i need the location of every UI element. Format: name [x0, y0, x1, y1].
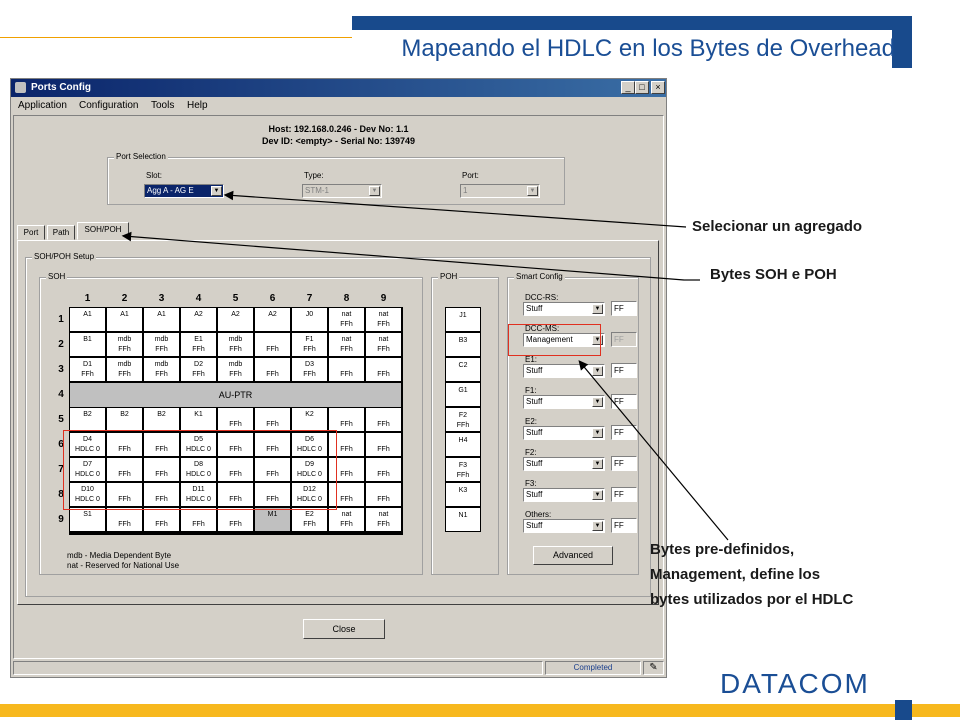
- soh-cell[interactable]: FFh: [329, 458, 365, 482]
- smart-config-hex-field[interactable]: FF: [611, 518, 637, 533]
- annotation-predefined-3: bytes utilizados por el HDLC: [650, 591, 854, 608]
- status-text: Completed: [545, 661, 641, 675]
- soh-cell[interactable]: FFh: [255, 433, 291, 457]
- slot-label: Slot:: [146, 171, 163, 180]
- soh-cell[interactable]: nat FFh: [366, 508, 402, 532]
- tab-soh-poh[interactable]: SOH/POH: [77, 222, 129, 240]
- smart-config-hex-field[interactable]: FF: [611, 332, 637, 347]
- soh-cell[interactable]: E2 FFh: [292, 508, 328, 532]
- soh-row-header: 4: [58, 389, 64, 400]
- poh-cell[interactable]: G1: [445, 382, 481, 407]
- tab-path[interactable]: Path: [47, 225, 75, 240]
- smart-config-select[interactable]: Stuff ▼: [523, 302, 605, 316]
- poh-cell[interactable]: H4: [445, 432, 481, 457]
- slide-title: Mapeando el HDLC en los Bytes de Overhead: [401, 35, 895, 62]
- soh-cell[interactable]: D4 HDLC 0: [70, 433, 106, 457]
- setup-label: SOH/POH Setup: [34, 252, 95, 261]
- soh-cell[interactable]: nat FFh: [366, 308, 402, 332]
- advanced-button[interactable]: Advanced: [533, 546, 613, 565]
- soh-column-header: 2: [121, 293, 128, 304]
- soh-cell[interactable]: FFh: [107, 458, 143, 482]
- smart-config-select[interactable]: Stuff ▼: [523, 488, 605, 502]
- datacom-logo: DATACOM: [720, 668, 870, 699]
- annotation-select-aggregate: Selecionar un agregado: [692, 218, 863, 235]
- smart-config-hex-field[interactable]: FF: [611, 301, 637, 316]
- soh-row-header: 1: [58, 314, 64, 325]
- soh-cell[interactable]: B2: [107, 408, 143, 432]
- soh-cell[interactable]: F1 FFh: [292, 333, 328, 357]
- menu-help[interactable]: Help: [187, 100, 208, 111]
- smart-config-label: Smart Config: [516, 272, 563, 281]
- annotation-predefined-2: Management, define los: [650, 566, 821, 583]
- chevron-down-icon[interactable]: ▼: [592, 397, 603, 407]
- soh-cell-au-ptr: AU-PTR: [70, 383, 402, 408]
- soh-cell[interactable]: nat FFh: [329, 308, 365, 332]
- chevron-down-icon: ▼: [369, 186, 380, 196]
- minimize-icon[interactable]: _: [621, 81, 635, 94]
- soh-cell[interactable]: FFh: [218, 433, 254, 457]
- chevron-down-icon[interactable]: ▼: [592, 428, 603, 438]
- poh-cell[interactable]: F2 FFh: [445, 407, 481, 432]
- soh-column-header: 3: [158, 293, 165, 304]
- soh-cell[interactable]: D10 HDLC 0: [70, 483, 106, 507]
- soh-cell[interactable]: K1: [181, 408, 217, 432]
- soh-cell[interactable]: K2: [292, 408, 328, 432]
- soh-cell[interactable]: mdb FFh: [218, 358, 254, 382]
- chevron-down-icon[interactable]: ▼: [592, 521, 603, 531]
- soh-cell[interactable]: FFh: [107, 433, 143, 457]
- soh-cell[interactable]: D8 HDLC 0: [181, 458, 217, 482]
- soh-cell[interactable]: A1: [70, 308, 106, 332]
- soh-cell[interactable]: FFh: [107, 483, 143, 507]
- soh-cell[interactable]: FFh: [366, 358, 402, 382]
- soh-cell[interactable]: D11 HDLC 0: [181, 483, 217, 507]
- smart-config-select[interactable]: Management ▼: [523, 333, 605, 347]
- soh-cell[interactable]: FFh: [181, 508, 217, 532]
- soh-cell[interactable]: M1: [255, 508, 291, 532]
- chevron-down-icon[interactable]: ▼: [592, 490, 603, 500]
- smart-config-item-label: F2:: [525, 448, 537, 457]
- soh-cell[interactable]: B2: [70, 408, 106, 432]
- type-label: Type:: [304, 171, 324, 180]
- soh-cell[interactable]: nat FFh: [329, 333, 365, 357]
- slot-select[interactable]: Agg A - AG E ▼: [144, 184, 224, 198]
- chevron-down-icon[interactable]: ▼: [211, 186, 222, 196]
- soh-cell[interactable]: D6 HDLC 0: [292, 433, 328, 457]
- arrow-soh-tab: [124, 236, 684, 280]
- soh-cell[interactable]: FFh: [329, 433, 365, 457]
- soh-cell[interactable]: FFh: [218, 458, 254, 482]
- soh-row-header: 2: [58, 339, 64, 350]
- soh-cell[interactable]: FFh: [107, 508, 143, 532]
- soh-column-header: 1: [84, 293, 91, 304]
- soh-cell[interactable]: D3 FFh: [292, 358, 328, 382]
- soh-cell[interactable]: B2: [144, 408, 180, 432]
- soh-cell[interactable]: B1: [70, 333, 106, 357]
- chevron-down-icon[interactable]: ▼: [592, 459, 603, 469]
- soh-cell[interactable]: FFh: [366, 483, 402, 507]
- soh-cell[interactable]: D9 HDLC 0: [292, 458, 328, 482]
- soh-legend-mdb: mdb - Media Dependent Byte: [67, 551, 172, 560]
- soh-cell[interactable]: D1 FFh: [70, 358, 106, 382]
- close-icon[interactable]: ×: [651, 81, 665, 94]
- type-select: STM-1 ▼: [302, 184, 382, 198]
- soh-cell[interactable]: FFh: [255, 333, 291, 357]
- soh-cell[interactable]: mdb FFh: [107, 333, 143, 357]
- port-selection-label: Port Selection: [116, 152, 166, 161]
- annotation-bytes-soh-poh: Bytes SOH e POH: [710, 266, 837, 283]
- tab-port[interactable]: Port: [17, 225, 45, 240]
- soh-row-header: 5: [58, 414, 64, 425]
- soh-row-header: 3: [58, 364, 64, 375]
- soh-cell[interactable]: A2: [218, 308, 254, 332]
- host-line: Host: 192.168.0.246 - Dev No: 1.1: [268, 124, 409, 134]
- soh-cell[interactable]: FFh: [366, 458, 402, 482]
- smart-config-item-label: DCC-RS:: [525, 293, 559, 302]
- soh-cell[interactable]: nat FFh: [329, 508, 365, 532]
- smart-config-hex-field[interactable]: FF: [611, 425, 637, 440]
- soh-column-header: 4: [195, 293, 202, 304]
- soh-column-header: 8: [343, 293, 350, 304]
- menu-configuration[interactable]: Configuration: [79, 100, 139, 111]
- soh-cell[interactable]: FFh: [144, 433, 180, 457]
- smart-config-item-label: E2:: [525, 417, 538, 426]
- soh-label: SOH: [48, 272, 66, 281]
- soh-cell[interactable]: mdb FFh: [218, 333, 254, 357]
- soh-cell[interactable]: A2: [255, 308, 291, 332]
- soh-cell[interactable]: A1: [144, 308, 180, 332]
- smart-config-item-label: Others:: [525, 510, 552, 519]
- soh-cell[interactable]: E1 FFh: [181, 333, 217, 357]
- pencil-icon: ✎: [643, 661, 664, 675]
- smart-config-item-label: F1:: [525, 386, 537, 395]
- soh-cell[interactable]: FFh: [255, 408, 291, 432]
- close-button[interactable]: Close: [303, 619, 385, 639]
- smart-config-select[interactable]: Stuff ▼: [523, 426, 605, 440]
- soh-row-header: 8: [58, 489, 64, 500]
- soh-cell[interactable]: FFh: [366, 408, 402, 432]
- arrow-dcc-ms: [580, 362, 728, 540]
- poh-cell[interactable]: C2: [445, 357, 481, 382]
- smart-config-select[interactable]: Stuff ▼: [523, 364, 605, 378]
- soh-cell[interactable]: FFh: [329, 408, 365, 432]
- soh-column-header: 7: [306, 293, 313, 304]
- soh-cell[interactable]: A1: [107, 308, 143, 332]
- smart-config-item-label: F3:: [525, 479, 537, 488]
- poh-cell[interactable]: J1: [445, 307, 481, 332]
- maximize-icon[interactable]: □: [635, 81, 649, 94]
- soh-cell[interactable]: FFh: [218, 408, 254, 432]
- soh-row-header: 6: [58, 439, 64, 450]
- soh-cell[interactable]: FFh: [366, 433, 402, 457]
- soh-cell[interactable]: D5 HDLC 0: [181, 433, 217, 457]
- poh-cell[interactable]: F3 FFh: [445, 457, 481, 482]
- soh-cell[interactable]: nat FFh: [366, 333, 402, 357]
- soh-cell[interactable]: mdb FFh: [144, 333, 180, 357]
- soh-cell[interactable]: D7 HDLC 0: [70, 458, 106, 482]
- smart-config-select[interactable]: Stuff ▼: [523, 395, 605, 409]
- soh-cell[interactable]: FFh: [144, 458, 180, 482]
- soh-cell[interactable]: A2: [181, 308, 217, 332]
- soh-cell[interactable]: mdb FFh: [144, 358, 180, 382]
- soh-cell[interactable]: D12 HDLC 0: [292, 483, 328, 507]
- chevron-down-icon[interactable]: ▼: [592, 366, 603, 376]
- soh-cell[interactable]: FFh: [255, 483, 291, 507]
- arrow-slot: [226, 195, 686, 227]
- smart-config-item-label: E1:: [525, 355, 538, 364]
- soh-cell[interactable]: FFh: [329, 358, 365, 382]
- smart-config-select[interactable]: Stuff ▼: [523, 457, 605, 471]
- smart-config-item-label: DCC-MS:: [525, 324, 560, 333]
- dev-line: Dev ID: <empty> - Serial No: 139749: [261, 136, 416, 146]
- soh-legend-nat: nat - Reserved for National Use: [67, 561, 180, 570]
- poh-label: POH: [440, 272, 458, 281]
- poh-cell[interactable]: B3: [445, 332, 481, 357]
- smart-config-select[interactable]: Stuff ▼: [523, 519, 605, 533]
- smart-config-hex-field[interactable]: FF: [611, 363, 637, 378]
- smart-config-hex-field[interactable]: FF: [611, 394, 637, 409]
- soh-cell[interactable]: FFh: [255, 358, 291, 382]
- chevron-down-icon[interactable]: ▼: [592, 304, 603, 314]
- chevron-down-icon: ▼: [527, 186, 538, 196]
- soh-cell[interactable]: mdb FFh: [107, 358, 143, 382]
- annotation-predefined-1: Bytes pre-definidos,: [650, 541, 795, 558]
- soh-cell[interactable]: S1: [70, 508, 106, 532]
- chevron-down-icon[interactable]: ▼: [592, 335, 603, 345]
- soh-cell[interactable]: J0: [292, 308, 328, 332]
- soh-cell[interactable]: FFh: [144, 483, 180, 507]
- soh-row-header: 9: [58, 514, 64, 525]
- menu-application[interactable]: Application: [18, 100, 67, 111]
- soh-cell[interactable]: FFh: [329, 483, 365, 507]
- soh-cell[interactable]: FFh: [144, 508, 180, 532]
- soh-column-header: 9: [380, 293, 387, 304]
- window-title: Ports Config: [31, 82, 91, 93]
- soh-column-header: 5: [232, 293, 239, 304]
- smart-config-hex-field[interactable]: FF: [611, 487, 637, 502]
- port-label: Port:: [462, 171, 479, 180]
- soh-cell[interactable]: D2 FFh: [181, 358, 217, 382]
- port-select: 1 ▼: [460, 184, 540, 198]
- soh-cell[interactable]: FFh: [255, 458, 291, 482]
- soh-column-header: 6: [269, 293, 276, 304]
- poh-cell[interactable]: N1: [445, 507, 481, 532]
- menu-tools[interactable]: Tools: [151, 100, 175, 111]
- smart-config-hex-field[interactable]: FF: [611, 456, 637, 471]
- soh-row-header: 7: [58, 464, 64, 475]
- poh-cell[interactable]: K3: [445, 482, 481, 507]
- soh-cell[interactable]: FFh: [218, 483, 254, 507]
- soh-cell[interactable]: FFh: [218, 508, 254, 532]
